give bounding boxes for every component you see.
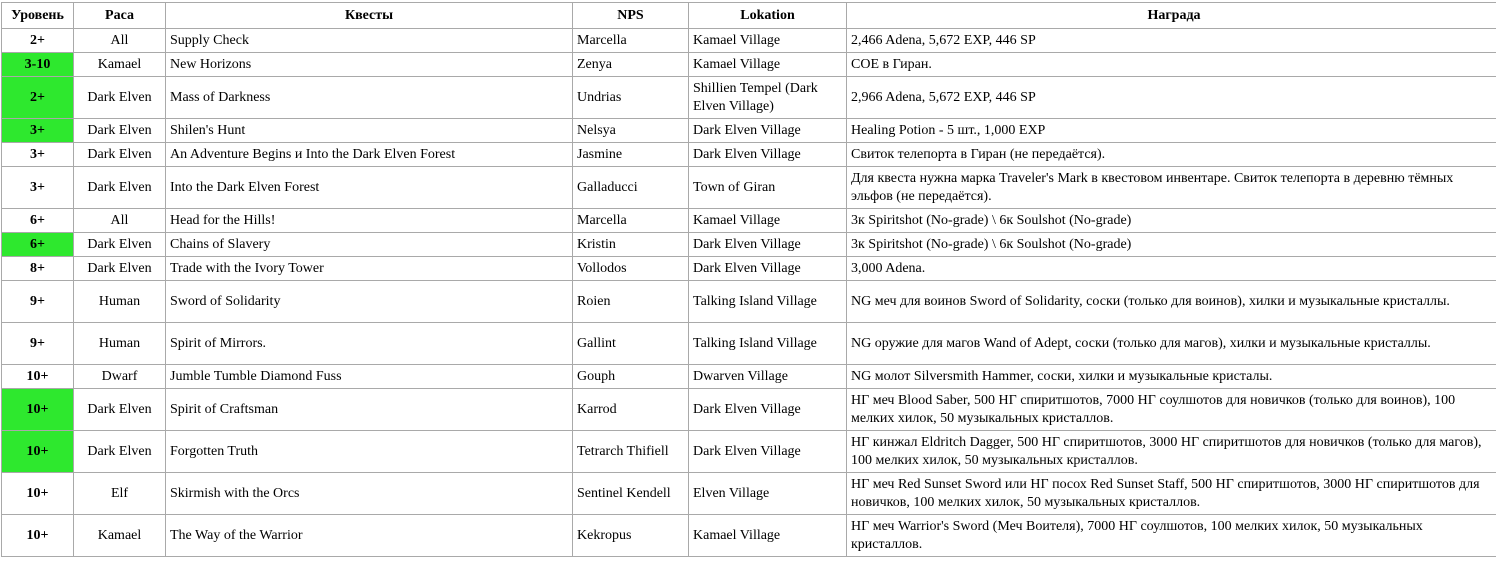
npc-cell: Undrias <box>573 77 689 119</box>
npc-cell: Zenya <box>573 53 689 77</box>
header-reward: Награда <box>847 3 1496 29</box>
location-cell: Shillien Tempel (Dark Elven Village) <box>689 77 847 119</box>
table-row <box>2 473 1496 515</box>
location-cell: Kamael Village <box>689 209 847 233</box>
location-cell: Dark Elven Village <box>689 233 847 257</box>
reward-cell: Healing Potion - 5 шт., 1,000 EXP <box>847 119 1496 143</box>
location-cell: Dark Elven Village <box>689 257 847 281</box>
table-row <box>2 143 1496 167</box>
reward-cell: NG меч для воинов Sword of Solidarity, соски (только для воинов), хилки и музыкальные кристаллы. <box>847 281 1496 323</box>
npc-cell: Gallint <box>573 323 689 365</box>
table-row <box>2 365 1496 389</box>
location-cell: Dwarven Village <box>689 365 847 389</box>
location-cell: Elven Village <box>689 473 847 515</box>
reward-cell: СОЕ в Гиран. <box>847 53 1496 77</box>
quest-cell: Chains of Slavery <box>166 233 573 257</box>
npc-cell: Gouph <box>573 365 689 389</box>
header-level: Уровень <box>2 3 74 29</box>
reward-cell: НГ меч Blood Saber, 500 НГ спиритшотов, 7000 НГ соулшотов для новичков (только для воинов), 100 мелких хилок, 50 музыкальных кристаллов. <box>847 389 1496 431</box>
reward-cell: 3к Spiritshot (No-grade) \ 6к Soulshot (No-grade) <box>847 233 1496 257</box>
npc-cell: Marcella <box>573 209 689 233</box>
reward-cell: НГ меч Warrior's Sword (Меч Воителя), 7000 НГ соулшотов, 100 мелких хилок, 50 музыкальных кристаллов. <box>847 515 1496 557</box>
level-cell: 6+ <box>2 233 74 257</box>
table-row <box>2 257 1496 281</box>
npc-cell: Karrod <box>573 389 689 431</box>
table-row <box>2 167 1496 209</box>
header-quest: Квесты <box>166 3 573 29</box>
quest-cell: Forgotten Truth <box>166 431 573 473</box>
location-cell: Dark Elven Village <box>689 143 847 167</box>
location-cell: Dark Elven Village <box>689 431 847 473</box>
race-cell: Dark Elven <box>74 167 166 209</box>
quest-cell: Head for the Hills! <box>166 209 573 233</box>
npc-cell: Marcella <box>573 29 689 53</box>
reward-cell: НГ кинжал Eldritch Dagger, 500 НГ спиритшотов, 3000 НГ спиритшотов для новичков (только для магов), 100 мелких хилок, 50 музыкальных кристаллов. <box>847 431 1496 473</box>
quest-cell: Sword of Solidarity <box>166 281 573 323</box>
reward-cell: 3,000 Adena. <box>847 257 1496 281</box>
table-row <box>2 281 1496 323</box>
npc-cell: Nelsya <box>573 119 689 143</box>
level-cell: 10+ <box>2 473 74 515</box>
level-cell: 2+ <box>2 77 74 119</box>
reward-cell: 2,466 Adena, 5,672 EXP, 446 SP <box>847 29 1496 53</box>
quest-cell: Trade with the Ivory Tower <box>166 257 573 281</box>
race-cell: Dwarf <box>74 365 166 389</box>
location-cell: Talking Island Village <box>689 323 847 365</box>
header-row <box>2 3 1496 29</box>
level-cell: 3+ <box>2 119 74 143</box>
quest-cell: Skirmish with the Orcs <box>166 473 573 515</box>
header-location: Lokation <box>689 3 847 29</box>
table-row <box>2 77 1496 119</box>
table-row <box>2 209 1496 233</box>
table-row <box>2 431 1496 473</box>
quest-cell: Mass of Darkness <box>166 77 573 119</box>
reward-cell: 2,966 Adena, 5,672 EXP, 446 SP <box>847 77 1496 119</box>
race-cell: Dark Elven <box>74 119 166 143</box>
reward-cell: NG оружие для магов Wand of Adept, соски (только для магов), хилки и музыкальные кристаллы. <box>847 323 1496 365</box>
location-cell: Dark Elven Village <box>689 119 847 143</box>
location-cell: Kamael Village <box>689 53 847 77</box>
level-cell: 9+ <box>2 323 74 365</box>
location-cell: Kamael Village <box>689 515 847 557</box>
table-row <box>2 53 1496 77</box>
level-cell: 6+ <box>2 209 74 233</box>
table-body <box>2 29 1496 557</box>
quest-cell: Spirit of Mirrors. <box>166 323 573 365</box>
location-cell: Town of Giran <box>689 167 847 209</box>
race-cell: All <box>74 29 166 53</box>
race-cell: All <box>74 209 166 233</box>
race-cell: Dark Elven <box>74 257 166 281</box>
table-row <box>2 323 1496 365</box>
quest-cell: Shilen's Hunt <box>166 119 573 143</box>
race-cell: Dark Elven <box>74 77 166 119</box>
level-cell: 10+ <box>2 389 74 431</box>
quest-cell: Jumble Tumble Diamond Fuss <box>166 365 573 389</box>
race-cell: Dark Elven <box>74 233 166 257</box>
quest-table <box>1 2 1496 557</box>
level-cell: 10+ <box>2 365 74 389</box>
race-cell: Human <box>74 323 166 365</box>
level-cell: 9+ <box>2 281 74 323</box>
level-cell: 3-10 <box>2 53 74 77</box>
level-cell: 8+ <box>2 257 74 281</box>
npc-cell: Sentinel Kendell <box>573 473 689 515</box>
level-cell: 10+ <box>2 515 74 557</box>
npc-cell: Roien <box>573 281 689 323</box>
quest-cell: An Adventure Begins и Into the Dark Elven Forest <box>166 143 573 167</box>
location-cell: Dark Elven Village <box>689 389 847 431</box>
level-cell: 3+ <box>2 143 74 167</box>
quest-cell: Supply Check <box>166 29 573 53</box>
reward-cell: Для квеста нужна марка Traveler's Mark в квестовом инвентаре. Свиток телепорта в деревню тёмных эльфов (не передаётся). <box>847 167 1496 209</box>
race-cell: Human <box>74 281 166 323</box>
quest-cell: Into the Dark Elven Forest <box>166 167 573 209</box>
npc-cell: Tetrarch Thifiell <box>573 431 689 473</box>
table-row <box>2 119 1496 143</box>
reward-cell: NG молот Silversmith Hammer, соски, хилки и музыкальные кристалы. <box>847 365 1496 389</box>
quest-cell: New Horizons <box>166 53 573 77</box>
table-row <box>2 515 1496 557</box>
race-cell: Dark Elven <box>74 143 166 167</box>
quest-cell: Spirit of Craftsman <box>166 389 573 431</box>
table-row <box>2 29 1496 53</box>
quest-cell: The Way of the Warrior <box>166 515 573 557</box>
race-cell: Kamael <box>74 53 166 77</box>
npc-cell: Kristin <box>573 233 689 257</box>
race-cell: Kamael <box>74 515 166 557</box>
level-cell: 3+ <box>2 167 74 209</box>
header-race: Раса <box>74 3 166 29</box>
location-cell: Kamael Village <box>689 29 847 53</box>
header-npc: NPS <box>573 3 689 29</box>
table-row <box>2 233 1496 257</box>
race-cell: Dark Elven <box>74 431 166 473</box>
npc-cell: Vollodos <box>573 257 689 281</box>
table-row <box>2 389 1496 431</box>
npc-cell: Jasmine <box>573 143 689 167</box>
reward-cell: Свиток телепорта в Гиран (не передаётся). <box>847 143 1496 167</box>
reward-cell: 3к Spiritshot (No-grade) \ 6к Soulshot (No-grade) <box>847 209 1496 233</box>
race-cell: Elf <box>74 473 166 515</box>
level-cell: 10+ <box>2 431 74 473</box>
location-cell: Talking Island Village <box>689 281 847 323</box>
level-cell: 2+ <box>2 29 74 53</box>
npc-cell: Galladucci <box>573 167 689 209</box>
race-cell: Dark Elven <box>74 389 166 431</box>
reward-cell: НГ меч Red Sunset Sword или НГ посох Red Sunset Staff, 500 НГ спиритшотов, 3000 НГ спиритшотов для новичков, 100 мелких хилок, 50 музыкальных кристаллов. <box>847 473 1496 515</box>
npc-cell: Kekropus <box>573 515 689 557</box>
